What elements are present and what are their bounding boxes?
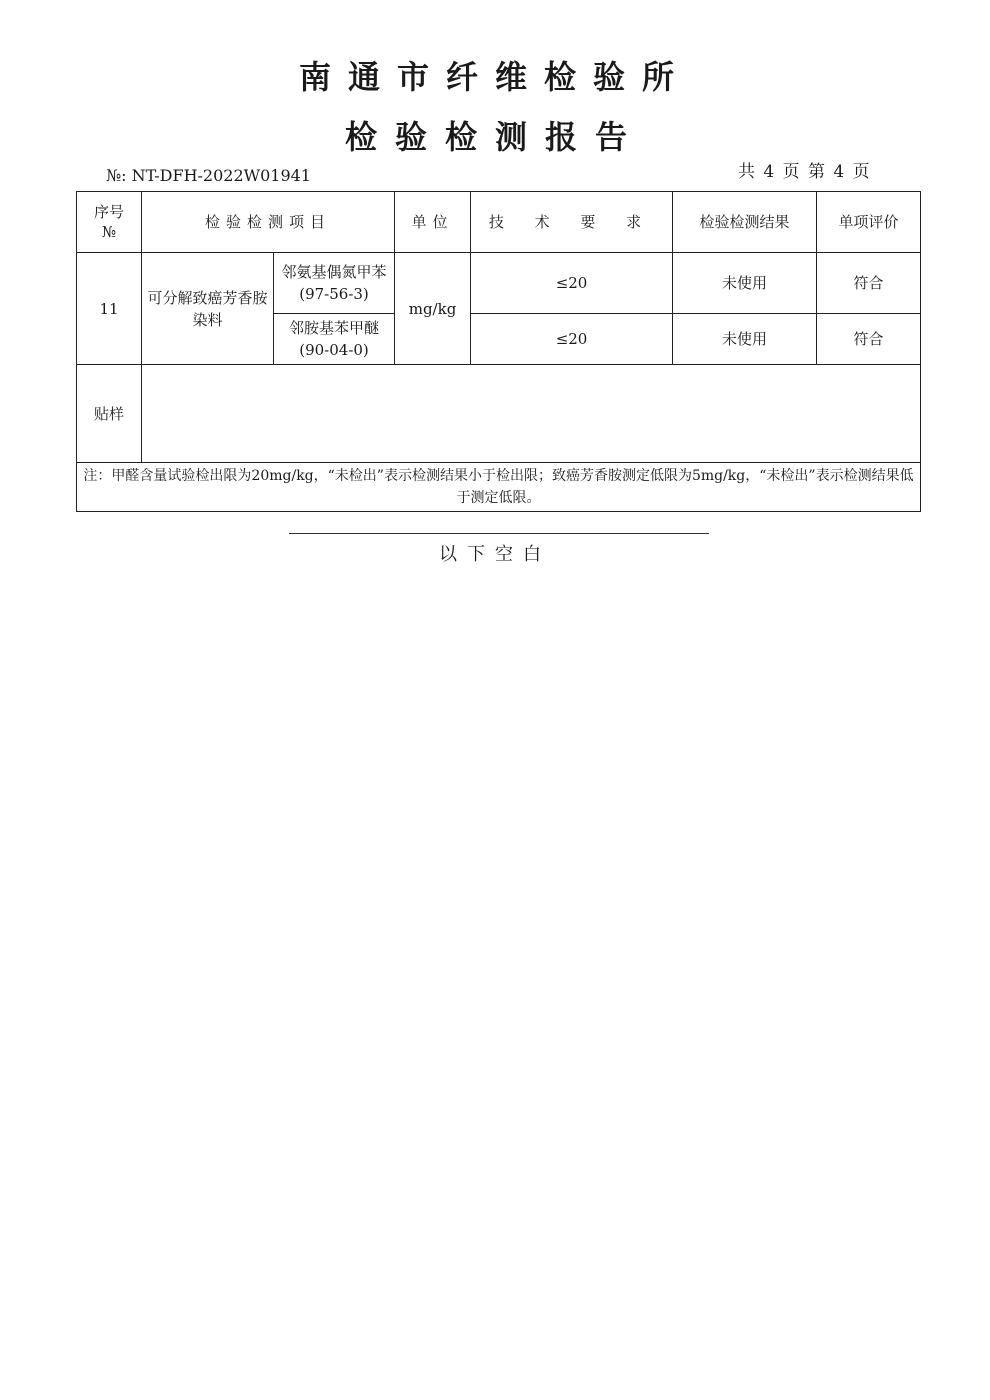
report-number: №: NT-DFH-2022W01941 [106,166,311,185]
cell-sub-item: 邻氨基偶氮甲苯(97-56-3) [274,253,395,314]
note-text: 注：甲醛含量试验检出限为20mg/kg，“未检出”表示检测结果小于检出限；致癌芳香胺测定低限为5mg/kg，“未检出”表示检测结果低于测定低限。 [77,463,921,512]
note-row [77,463,921,512]
header-item: 检验检测项目 [142,192,395,253]
cell-evaluation: 符合 [817,253,921,314]
cell-requirement: ≤20 [471,314,673,365]
cell-result: 未使用 [673,314,817,365]
table-header-row [77,192,921,253]
end-text: 以下空白 [439,544,551,565]
cell-seq: 11 [77,253,142,365]
report-title: 检验检测报告 [344,118,645,156]
sample-area [142,365,921,463]
inspection-table [76,191,921,512]
table-row [77,253,921,314]
cell-unit: mg/kg [395,253,471,365]
cell-result: 未使用 [673,253,817,314]
page-info: 共 4 页 第 4 页 [738,162,870,182]
cell-evaluation: 符合 [817,314,921,365]
header-unit: 单位 [395,192,471,253]
header-result: 检验检测结果 [673,192,817,253]
header-evaluation: 单项评价 [817,192,921,253]
sample-row [77,365,921,463]
header-requirement: 技 术 要 求 [471,192,673,253]
organization-title: 南通市纤维检验所 [298,58,691,96]
sample-label: 贴样 [77,365,142,463]
header-seq: 序号 № [77,192,142,253]
cell-sub-item: 邻胺基苯甲醚(90-04-0) [274,314,395,365]
end-divider [289,533,709,534]
cell-requirement: ≤20 [471,253,673,314]
cell-item: 可分解致癌芳香胺染料 [142,253,274,365]
